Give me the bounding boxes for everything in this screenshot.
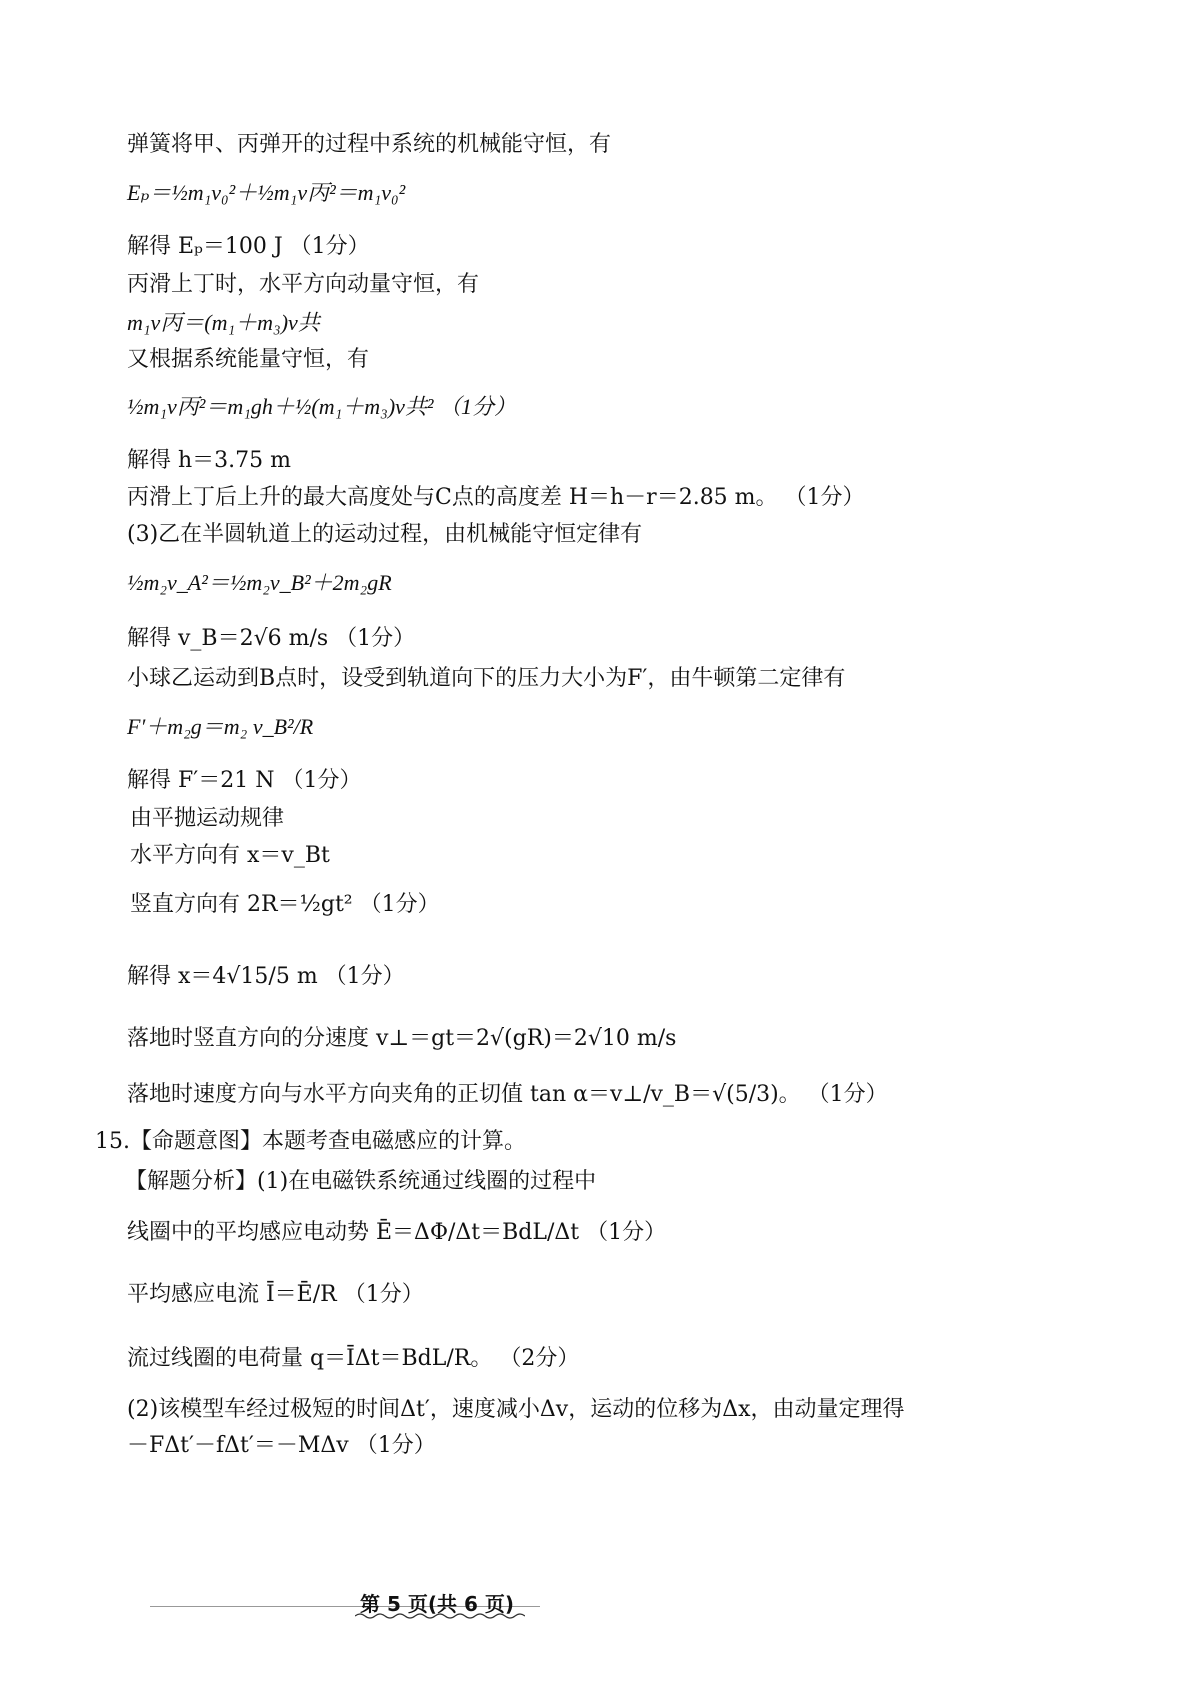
text-line: 竖直方向有 2R＝½gt² （1分） <box>130 892 440 917</box>
page-footer: 第 5 页(共 6 页) <box>360 1592 514 1616</box>
equation-line: ½m₁v丙²＝m₁gh＋½(m₁＋m₃)v共² （1分） <box>127 394 517 419</box>
text-line: 解得 Eₚ＝100 J （1分） <box>127 234 370 259</box>
footer-wave-underline <box>355 1612 525 1620</box>
equation-line: Eₚ＝½m₁v₀²＋½m₁v丙²＝m₁v₀² <box>127 180 406 205</box>
equation-line: F′＋m₂g＝m₂ v_B²/R <box>127 714 314 739</box>
text-line: 解得 F′＝21 N （1分） <box>127 768 362 793</box>
section-heading: 15.【命题意图】本题考查电磁感应的计算。 <box>95 1129 526 1154</box>
text-line: －FΔt′－fΔt′＝－MΔv （1分） <box>127 1433 436 1458</box>
text-line: 平均感应电流 Ī＝Ē/R （1分） <box>127 1282 424 1307</box>
section-heading: 【解题分析】(1)在电磁铁系统通过线圈的过程中 <box>125 1169 597 1194</box>
text-line: 流过线圈的电荷量 q＝ĪΔt＝BdL/R。 （2分） <box>127 1346 580 1371</box>
text-line: 小球乙运动到B点时，设受到轨道向下的压力大小为F′，由牛顿第二定律有 <box>127 666 846 691</box>
text-line: 线圈中的平均感应电动势 Ē＝ΔΦ/Δt＝BdL/Δt （1分） <box>127 1220 667 1245</box>
text-line: 由平抛运动规律 <box>130 806 285 831</box>
text-line: (3)乙在半圆轨道上的运动过程，由机械能守恒定律有 <box>127 522 643 547</box>
text-line: (2)该模型车经过极短的时间Δt′，速度减小Δv，运动的位移为Δx，由动量定理得 <box>127 1397 905 1422</box>
text-line: 解得 v_B＝2√6 m/s （1分） <box>127 626 416 651</box>
text-line: 落地时速度方向与水平方向夹角的正切值 tan α＝v⊥/v_B＝√(5/3)。 （1分） <box>127 1082 888 1107</box>
text-line: 解得 x＝4√15/5 m （1分） <box>127 964 405 989</box>
text-line: 又根据系统能量守恒，有 <box>127 347 370 372</box>
text-line: 落地时竖直方向的分速度 v⊥＝gt＝2√(gR)＝2√10 m/s <box>127 1026 677 1051</box>
text-line: 弹簧将甲、丙弹开的过程中系统的机械能守恒，有 <box>127 132 612 157</box>
text-line: 丙滑上丁时，水平方向动量守恒，有 <box>127 272 480 297</box>
text-line: 丙滑上丁后上升的最大高度处与C点的高度差 H＝h－r＝2.85 m。 （1分） <box>127 485 865 510</box>
text-line: 水平方向有 x＝v_Bt <box>130 843 330 868</box>
equation-line: ½m₂v_A²＝½m₂v_B²＋2m₂gR <box>127 570 392 595</box>
equation-line: m₁v丙＝(m₁＋m₃)v共 <box>127 310 320 335</box>
text-line: 解得 h＝3.75 m <box>127 448 292 473</box>
